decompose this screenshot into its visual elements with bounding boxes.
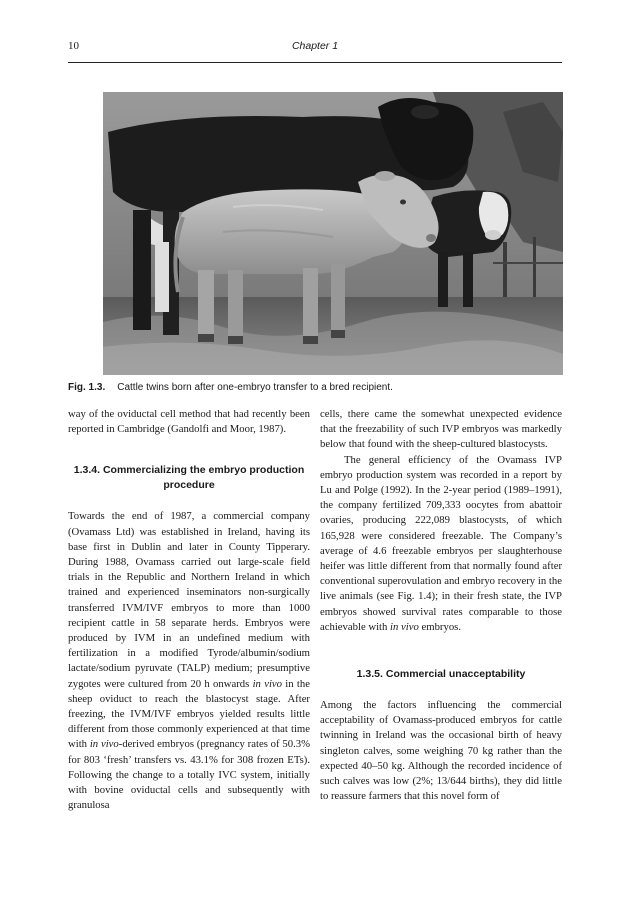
- text-run: -derived embryos (pregnancy rates of 50.3% for 803 ‘fresh’ transfers vs. 43.1% for 308 frozen ETs). Following the change to a totally IVC system, initially with bovine oviductal cells and subsequently with granulosa: [68, 738, 310, 812]
- paragraph: way of the oviductal cell method that had recently been reported in Cambridge (Gandolfi and Moor, 1987).: [68, 408, 310, 436]
- section-heading-1-3-5: [320, 667, 562, 682]
- section-title: Commercial unacceptability: [385, 668, 526, 681]
- text-run: The general efficiency of the Ovamass IVP embryo production system was recorded in a report by Lu and Polge (1992). In the 2-year period (1989–1991), the company fertilized 709,333 oocytes from abattoir ovaries, producing 222,089 blastocysts, of which 165,928 were considered freezable. The Company’s average of 4.6 freezable embryos per slaughterhouse heifer was little different from that normally found after conventional superovulation and embryo recovery in the live animals (see Fig. 1.4); in their fresh state, the IVP embryos showed survival rates comparable to those achievable with: [320, 453, 562, 633]
- page-number: 10: [68, 40, 79, 52]
- paragraph: cells, there came the somewhat unexpected evidence that the freezability of such IVP embryos was markedly below that found with the sheep-cultured blastocysts.: [320, 408, 562, 451]
- section-number: 1.3.5.: [356, 668, 383, 681]
- italic-text: in vivo: [390, 620, 419, 633]
- header-rule: [68, 62, 562, 63]
- paragraph: Among the factors influencing the commercial acceptability of Ovamass-produced embryos for cattle twinning in Ireland was the occasional birth of heavy singleton calves, some weighing 70 kg rather than the expected 40–50 kg. Although the recorded incidence of such calves was low (2%; 13/644 births), they did little to reassure farmers that this novel form of: [320, 699, 562, 803]
- section-number: 1.3.4.: [73, 464, 101, 477]
- italic-text: in vivo: [89, 738, 119, 751]
- page-header: [68, 40, 562, 56]
- text-run: embryos.: [418, 620, 461, 633]
- italic-text: in vivo: [252, 677, 282, 690]
- text-run: in the sheep oviduct to reach the blastocyst stage. After freezing, the IVM/IVF embryos yielded results little different from those commonly experienced at that time with: [68, 677, 310, 751]
- text-run: Towards the end of 1987, a commercial company (Ovamass Ltd) was established in Ireland, having its base first in Dublin and later in County Tipperary. During 1988, Ovamass carried out large-scale field trials in the Republic and Northern Ireland in which trained and experienced inseminators non-surgically transferred IVM/IVF embryos to more than 1000 recipient cattle in 58 separate herds. Embryos were produced by IVM in an undefined medium with fertilization in a modified Tyrode/albumin/sodium lactate/sodium pyruvate (TALP) medium; presumptive zygotes were cultured from 20 h onwards: [68, 510, 310, 690]
- paragraph: [68, 509, 310, 813]
- section-title: Commercializing the embryo production procedure: [102, 464, 305, 492]
- photo-illustration: [103, 92, 563, 375]
- figure-caption-text: Cattle twins born after one-embryo transfer to a bred recipient.: [117, 382, 393, 393]
- figure-label: Fig. 1.3.: [68, 382, 106, 393]
- section-heading-1-3-4: [68, 463, 310, 493]
- right-column: [320, 407, 562, 804]
- figure-photo-cattle-twins: [103, 92, 563, 375]
- left-column: [68, 407, 310, 813]
- running-title: Chapter 1: [291, 40, 339, 52]
- figure-caption: [68, 382, 393, 393]
- paragraph: [320, 453, 562, 635]
